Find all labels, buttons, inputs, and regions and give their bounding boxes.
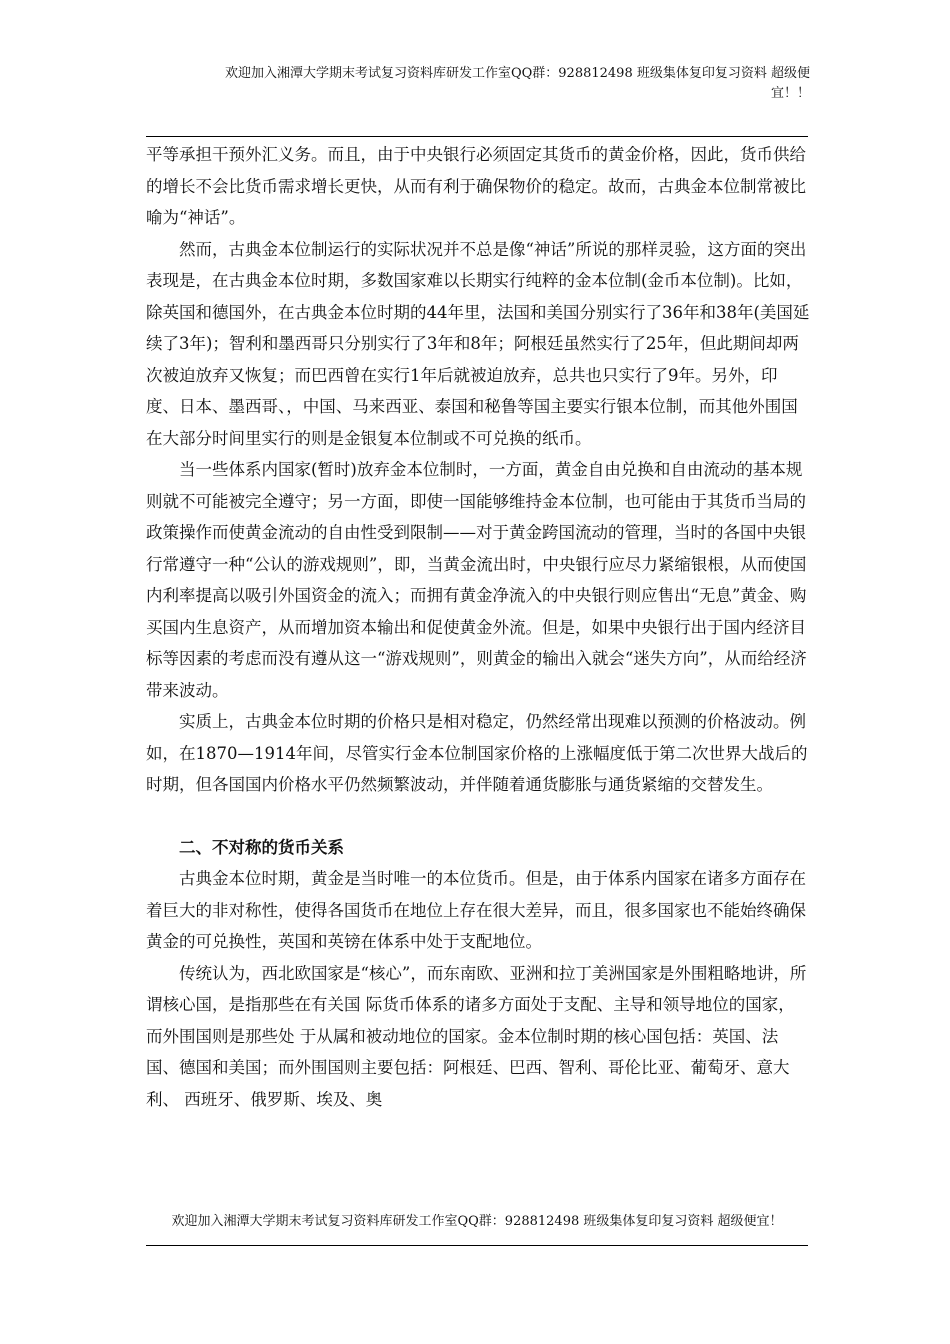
paragraph-6: 传统认为，西北欧国家是“核心”，而东南欧、亚洲和拉丁美洲国家是外围粗略地讲，所谓核心国，是指那些在有关国 际货币体系的诸多方面处于支配、主导和领导地位的国家，而外围国则是那些处 于从属和被动地位的国家。金本位制时期的核心国包括：英国、法国、德国和美国；而外围国则主要包括：阿根廷、巴西、智利、哥伦比亚、葡萄牙、意大利、 西班牙、俄罗斯、埃及、奥 bbox=[146, 963, 807, 1109]
page-header bbox=[150, 64, 810, 104]
footer-rule bbox=[146, 1245, 808, 1246]
header-line-2: 宜！！ bbox=[770, 86, 810, 101]
section-heading: 二、不对称的货币关系 bbox=[179, 837, 344, 857]
header-line-1: 欢迎加入湘潭大学期末考试复习资料库研发工作室QQ群：928812498 班级集体复印复习资料 超级便 bbox=[224, 66, 810, 81]
section-gap bbox=[146, 801, 810, 832]
paragraph-2: 然而，古典金本位制运行的实际状况并不总是像“神话”所说的那样灵验，这方面的突出表现是，在古典金本位时期，多数国家难以长期实行纯粹的金本位制(金币本位制)。比如，除英国和德国外，在古典金本位时期的44年里，法国和美国分别实行了36年和38年(美国延续了3年)；智利和墨西哥只分别实行了3年和8年；阿根廷虽然实行了25年，但此期间却两次被迫放弃又恢复；而巴西曾在实行1年后就被迫放弃，总共也只实行了9年。另外，印度、日本、墨西哥、，中国、马来西亚、泰国和秘鲁等国主要实行银本位制，而其他外围国在大部分时间里实行的则是金银复本位制或不可兑换的纸币。 bbox=[146, 239, 810, 448]
paragraph-4: 实质上，古典金本位时期的价格只是相对稳定，仍然经常出现难以预测的价格波动。例如，在1870—1914年间，尽管实行金本位制国家价格的上涨幅度低于第二次世界大战后的时期，但各国国内价格水平仍然频繁波动，并伴随着通货膨胀与通货紧缩的交替发生。 bbox=[146, 712, 808, 794]
paragraph-3: 当一些体系内国家(暂时)放弃金本位制时，一方面，黄金自由兑换和自由流动的基本规则就不可能被完全遵守；另一方面，即使一国能够维持金本位制，也可能由于其货币当局的政策操作而使黄金流动的自由性受到限制——对于黄金跨国流动的管理，当时的各国中央银行常遵守一种“公认的游戏规则”，即，当黄金流出时，中央银行应尽力紧缩银根，从而使国内利率提高以吸引外国资金的流入；而拥有黄金净流入的中央银行则应售出“无息”黄金、购买国内生息资产，从而增加资本输出和促使黄金外流。但是，如果中央银行出于国内经济目标等因素的考虑而没有遵从这一“游戏规则”，则黄金的输出入就会“迷失方向”，从而给经济带来波动。 bbox=[146, 460, 807, 700]
paragraph-1: 平等承担干预外汇义务。而且，由于中央银行必须固定其货币的黄金价格，因此，货币供给的增长不会比货币需求增长更快，从而有利于确保物价的稳定。故而，古典金本位制常被比喻为“神话”。 bbox=[146, 145, 806, 227]
page-footer: 欢迎加入湘潭大学期末考试复习资料库研发工作室QQ群：928812498 班级集体复印复习资料 超级便宜！ bbox=[171, 1214, 783, 1229]
header-rule bbox=[146, 136, 808, 137]
paragraph-5: 古典金本位时期，黄金是当时唯一的本位货币。但是，由于体系内国家在诸多方面存在着巨大的非对称性，使得各国货币在地位上存在很大差异，而且，很多国家也不能始终确保黄金的可兑换性，英国和英镑在体系中处于支配地位。 bbox=[146, 869, 806, 951]
document-body bbox=[146, 139, 810, 1115]
